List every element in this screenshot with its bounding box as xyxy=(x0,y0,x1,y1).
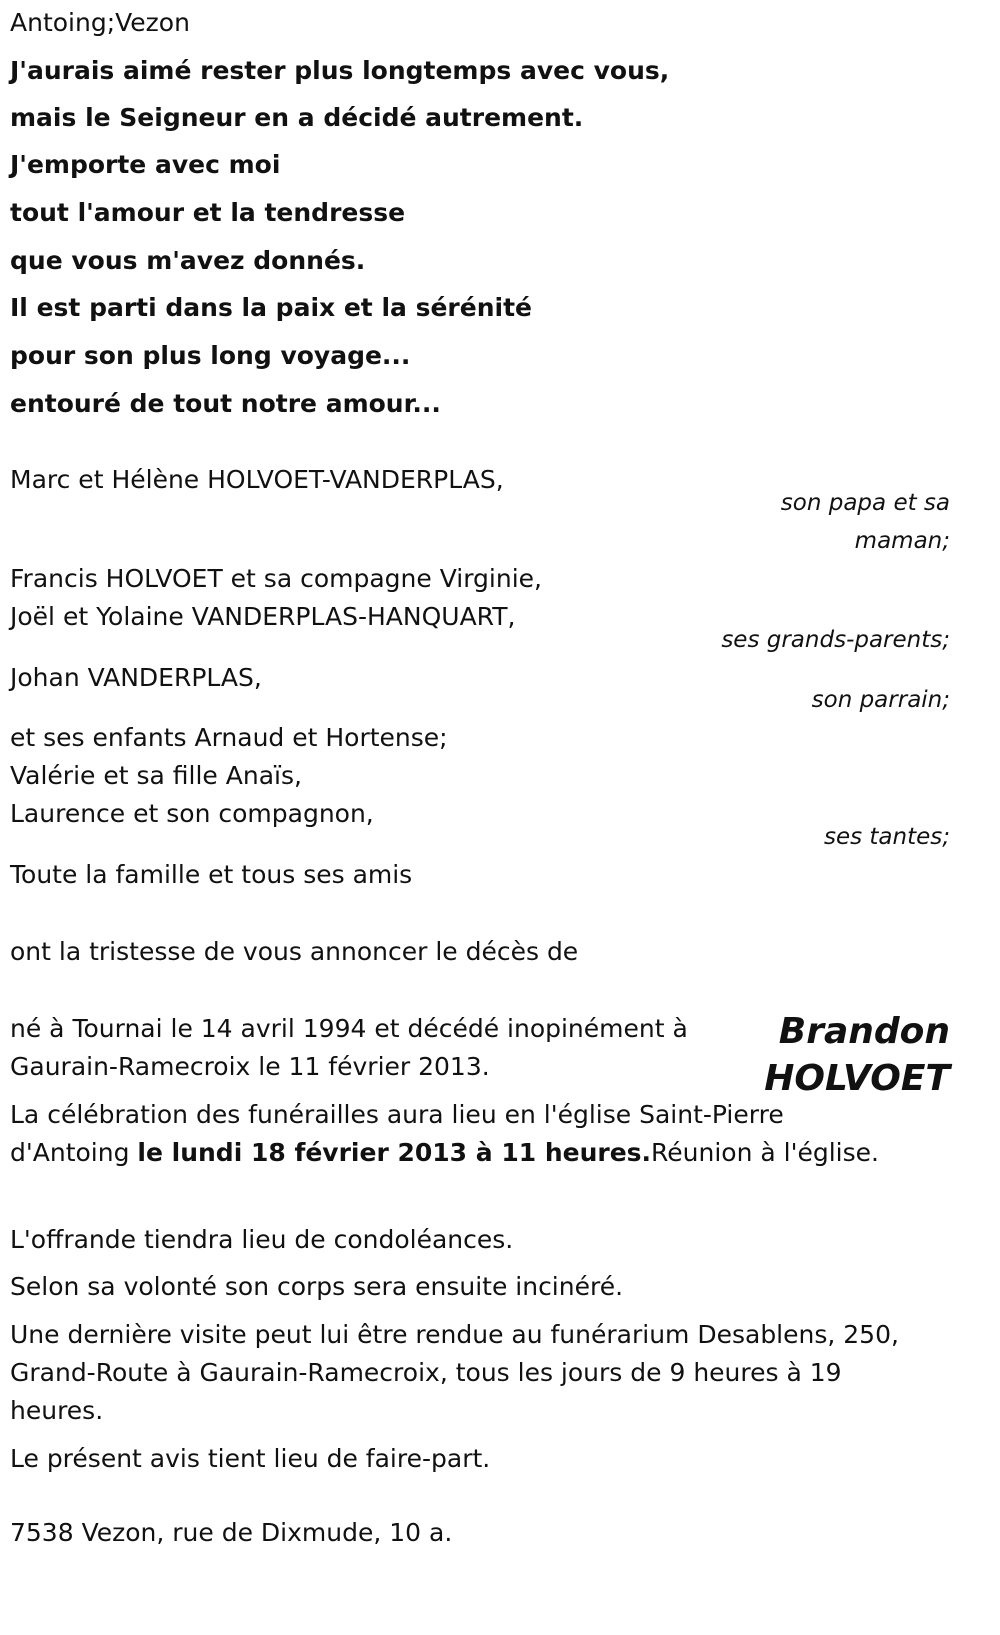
aunts-name: Laurence et son compagnon, xyxy=(10,799,374,828)
offering-paragraph: L'offrande tiendra lieu de condoléances. xyxy=(10,1225,514,1254)
poem-line: tout l'amour et la tendresse xyxy=(10,198,406,227)
ceremony-date: le lundi 18 février 2013 à 11 heures. xyxy=(137,1138,652,1167)
notice-paragraph: Le présent avis tient lieu de faire-part. xyxy=(10,1444,491,1473)
ceremony-text: La célébration des funérailles aura lieu en l'église Saint-Pierre d'Antoing xyxy=(10,1100,784,1167)
godfather-name: Johan VANDERPLAS, xyxy=(10,663,262,692)
parents-role: son papa et sa xyxy=(780,490,950,516)
visit-paragraph: Une dernière visite peut lui être rendue au funérarium Desablens, 250, Grand-Route à Gaurain-Ramecroix, tous les jours de 9 heures à 19 heures. xyxy=(10,1320,899,1425)
grandparents-name: Joël et Yolaine VANDERPLAS-HANQUART, xyxy=(10,602,516,631)
parents-role: maman; xyxy=(854,528,950,554)
aunts-role: ses tantes; xyxy=(823,824,950,850)
header-locations: Antoing;Vezon xyxy=(10,8,190,37)
godfather-role: son parrain; xyxy=(811,687,950,713)
cremation-paragraph: Selon sa volonté son corps sera ensuite incinéré. xyxy=(10,1272,624,1301)
poem-line: J'emporte avec moi xyxy=(10,150,281,179)
deceased-first-name: Brandon xyxy=(778,1011,950,1052)
deceased-last-name: HOLVOET xyxy=(764,1058,950,1099)
birth-death-line: Gaurain-Ramecroix le 11 février 2013. xyxy=(10,1052,490,1081)
grandparents-name: Francis HOLVOET et sa compagne Virginie, xyxy=(10,564,542,593)
aunts-name: et ses enfants Arnaud et Hortense; xyxy=(10,723,448,752)
poem-line: que vous m'avez donnés. xyxy=(10,246,366,275)
parents-names: Marc et Hélène HOLVOET-VANDERPLAS, xyxy=(10,465,504,494)
poem-line: Il est parti dans la paix et la sérénité xyxy=(10,293,532,322)
poem-line: entouré de tout notre amour... xyxy=(10,389,441,418)
poem-line: pour son plus long voyage... xyxy=(10,341,411,370)
ceremony-paragraph xyxy=(10,1096,910,1172)
ceremony-text: Réunion à l'église. xyxy=(651,1138,879,1167)
aunts-name: Valérie et sa fille Anaïs, xyxy=(10,761,302,790)
poem-line: mais le Seigneur en a décidé autrement. xyxy=(10,103,584,132)
family-all: Toute la famille et tous ses amis xyxy=(10,860,413,889)
address: 7538 Vezon, rue de Dixmude, 10 a. xyxy=(10,1518,453,1547)
birth-death-line: né à Tournai le 14 avril 1994 et décédé inopinément à xyxy=(10,1014,688,1043)
deceased-name xyxy=(764,1008,950,1102)
announcement: ont la tristesse de vous annoncer le décès de xyxy=(10,937,579,966)
grandparents-role: ses grands-parents; xyxy=(721,627,950,653)
poem-line: J'aurais aimé rester plus longtemps avec vous, xyxy=(10,56,670,85)
